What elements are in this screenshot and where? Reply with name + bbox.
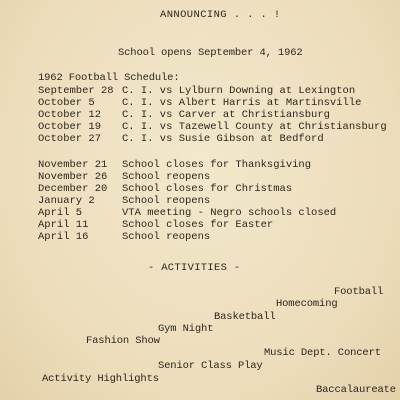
calendar-row [38, 219, 398, 231]
calendar-event: School reopens [122, 231, 211, 243]
calendar-date: November 26 [38, 171, 108, 183]
calendar-date: November 21 [38, 159, 108, 171]
game-matchup: C. I. vs Albert Harris at Martinsville [122, 97, 362, 109]
football-game-row [38, 121, 398, 133]
calendar-row [38, 195, 398, 207]
activity-item: Senior Class Play [158, 360, 263, 372]
calendar-row [38, 231, 398, 243]
football-game-row [38, 109, 398, 121]
calendar-event: School reopens [122, 195, 211, 207]
calendar-date: April 5 [38, 207, 83, 219]
calendar-date: April 16 [38, 231, 89, 243]
activities-title: - ACTIVITIES - [148, 262, 241, 274]
school-opens-line: School opens September 4, 1962 [118, 47, 303, 59]
calendar-date: January 2 [38, 195, 95, 207]
game-matchup: C. I. vs Susie Gibson at Bedford [122, 133, 324, 145]
calendar-date: December 20 [38, 183, 108, 195]
game-date: September 28 [38, 85, 114, 97]
activity-item: Activity Highlights [42, 373, 159, 385]
calendar-row [38, 207, 398, 219]
activity-item: Gym Night [158, 323, 214, 335]
football-game-row [38, 133, 398, 145]
game-matchup: C. I. vs Carver at Christiansburg [122, 109, 330, 121]
calendar-row [38, 183, 398, 195]
activity-item: Basketball [214, 311, 276, 323]
football-game-row [38, 97, 398, 109]
game-date: October 27 [38, 133, 102, 145]
activity-item: Fashion Show [86, 335, 160, 347]
game-date: October 5 [38, 97, 95, 109]
activity-item: Music Dept. Concert [264, 347, 381, 359]
activity-item: Football [334, 286, 384, 298]
page-heading: ANNOUNCING . . . ! [160, 9, 281, 21]
football-game-row [38, 85, 398, 97]
game-matchup: C. I. vs Tazewell County at Christiansburg [122, 121, 387, 133]
calendar-event: School closes for Easter [122, 219, 274, 231]
activity-item: Baccalaureate [316, 384, 396, 396]
calendar-event: School closes for Christmas [122, 183, 293, 195]
calendar-row [38, 171, 398, 183]
calendar-event: VTA meeting - Negro schools closed [122, 207, 337, 219]
calendar-date: April 11 [38, 219, 89, 231]
game-date: October 19 [38, 121, 102, 133]
calendar-event: School closes for Thanksgiving [122, 159, 312, 171]
calendar-event: School reopens [122, 171, 211, 183]
activity-item: Homecoming [276, 298, 338, 310]
game-matchup: C. I. vs Lylburn Downing at Lexington [122, 85, 356, 97]
football-schedule-title: 1962 Football Schedule: [38, 72, 180, 84]
calendar-row [38, 159, 398, 171]
game-date: October 12 [38, 109, 102, 121]
